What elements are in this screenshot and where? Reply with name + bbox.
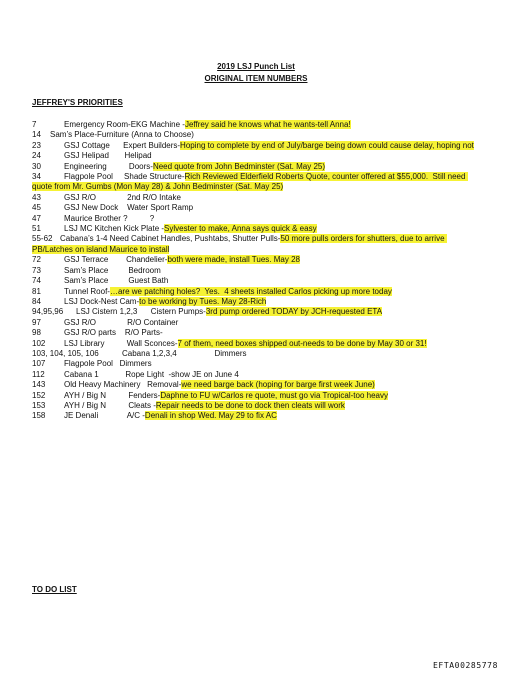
- item-text: AYH / Big N Fenders-: [64, 390, 161, 400]
- item-number: 84: [32, 296, 41, 306]
- item-text: Flagpole Pool Dimmers: [64, 359, 152, 369]
- section-heading-priorities: JEFFREY'S PRIORITIES: [32, 98, 123, 107]
- item-description: [32, 401, 484, 411]
- item-description: [32, 141, 484, 151]
- list-item: [32, 224, 484, 234]
- item-text: LSJ Library Wall Sconces-: [64, 338, 178, 348]
- item-description: [32, 380, 484, 390]
- item-description: [32, 318, 484, 328]
- item-description: [32, 391, 484, 401]
- item-description: [32, 349, 484, 359]
- list-item: [32, 276, 484, 286]
- item-description: [32, 193, 484, 203]
- item-text: Tunnel Roof-: [64, 286, 110, 296]
- item-number: 143: [32, 380, 46, 390]
- item-number: 102: [32, 338, 46, 348]
- highlighted-note: Denali in shop Wed. May 29 to fix AC: [144, 411, 277, 421]
- item-number: 74: [32, 276, 41, 286]
- document-subtitle: ORIGINAL ITEM NUMBERS: [204, 74, 308, 83]
- item-number: 98: [32, 328, 41, 338]
- item-text: Sam’s Place Bedroom: [64, 265, 161, 275]
- item-number: 107: [32, 359, 46, 369]
- item-text: LSJ Dock-Nest Cam-: [64, 296, 140, 306]
- item-text: LSJ MC Kitchen Kick Plate -: [64, 224, 165, 234]
- item-text: Cabana 1,2,3,4 Dimmers: [122, 348, 247, 358]
- item-number: 72: [32, 255, 41, 265]
- item-number: 34: [32, 172, 41, 182]
- item-number: 152: [32, 390, 46, 400]
- highlighted-note: Need quote from John Bedminster (Sat. May 25): [152, 161, 326, 171]
- item-number: 97: [32, 317, 41, 327]
- list-item: [32, 318, 484, 328]
- item-description: [32, 339, 484, 349]
- list-item: [32, 172, 484, 193]
- list-item: [32, 162, 484, 172]
- item-description: [32, 370, 484, 380]
- list-item: [32, 151, 484, 161]
- highlighted-note: Rich Reviewed Elderfield Roberts Quote, counter offered at $55,000. Still need quote from Mr. Gumbs (Mon May 28) & John Bedminster (Sat. May 25): [32, 172, 468, 192]
- item-number: 14: [32, 130, 41, 140]
- highlighted-note: Repair needs to be done to dock then cleats will work: [155, 400, 345, 410]
- item-number: 23: [32, 140, 41, 150]
- item-text: GSJ Terrace Chandelier-: [64, 255, 168, 265]
- item-number: 7: [32, 120, 37, 129]
- item-description: [32, 172, 484, 193]
- item-text: Flagpole Pool Shade Structure-: [64, 172, 185, 182]
- highlighted-note: Hoping to complete by end of July/barge being down could cause delay, hoping not: [180, 140, 474, 150]
- item-description: [32, 151, 484, 161]
- list-item: [32, 214, 484, 224]
- item-description: [32, 287, 484, 297]
- item-number: 24: [32, 151, 41, 161]
- item-number: 81: [32, 286, 41, 296]
- item-description: [32, 276, 484, 286]
- list-item: [32, 307, 484, 317]
- item-description: [32, 214, 484, 224]
- highlighted-note: Daphne to FU w/Carlos re quote, must go via Tropical-too heavy: [160, 390, 388, 400]
- highlighted-note: both were made, install Tues. May 28: [167, 255, 300, 265]
- item-description: [32, 255, 484, 265]
- item-description: [32, 307, 484, 317]
- item-number: 73: [32, 265, 41, 275]
- item-text: Emergency Room-EKG Machine -: [64, 120, 185, 129]
- item-text: GSJ Helipad Helipad: [64, 151, 152, 161]
- item-description: [32, 234, 484, 255]
- item-description: [32, 120, 484, 130]
- item-text: Engineering Doors-: [64, 161, 153, 171]
- list-item: [32, 203, 484, 213]
- item-number: 47: [32, 213, 41, 223]
- item-description: [32, 297, 484, 307]
- item-description: [32, 224, 484, 234]
- list-item: [32, 349, 484, 359]
- item-text: AYH / Big N Cleats -: [64, 400, 156, 410]
- highlighted-note: 50 more pulls orders for shutters, due to arrive PB/Latches on island Maurice to install: [32, 234, 447, 254]
- item-number: 103, 104, 105, 106: [32, 348, 99, 358]
- item-description: [32, 203, 484, 213]
- list-item: [32, 370, 484, 380]
- list-item: [32, 401, 484, 411]
- item-text: GSJ R/O 2nd R/O Intake: [64, 192, 181, 202]
- item-number: 112: [32, 369, 45, 379]
- highlighted-note: 3rd pump ordered TODAY by JCH-requested ETA: [205, 307, 383, 317]
- item-number: 45: [32, 203, 41, 213]
- item-number: 94,95,96: [32, 307, 64, 317]
- item-description: [32, 328, 484, 338]
- list-item: [32, 328, 484, 338]
- item-number: 51: [32, 224, 41, 234]
- priorities-list: [32, 120, 484, 422]
- highlighted-note: 7 of them, need boxes shipped out-needs to be done by May 30 or 31!: [177, 338, 427, 348]
- item-text: GSJ Cottage Expert Builders-: [64, 140, 181, 150]
- list-item: [32, 287, 484, 297]
- item-description: [32, 266, 484, 276]
- highlighted-note: we need barge back (hoping for barge first week June): [181, 380, 375, 390]
- highlighted-note: to be working by Tues. May 28-Rich: [139, 296, 267, 306]
- item-text: Sam’s Place Guest Bath: [64, 276, 169, 286]
- item-text: Cabana’s 1-4 Need Cabinet Handles, Pushtabs, Shutter Pulls-: [60, 234, 281, 244]
- item-number: 55-62: [32, 234, 53, 244]
- item-text: GSJ New Dock Water Sport Ramp: [64, 203, 194, 213]
- item-number: 153: [32, 400, 46, 410]
- list-item: [32, 130, 484, 140]
- list-item: [32, 234, 484, 255]
- list-item: [32, 193, 484, 203]
- list-item: [32, 141, 484, 151]
- item-description: [32, 162, 484, 172]
- item-text: LSJ Cistern 1,2,3 Cistern Pumps-: [76, 307, 206, 317]
- list-item: [32, 380, 484, 390]
- highlighted-note: …are we patching holes? Yes. 4 sheets installed Carlos picking up more today: [109, 286, 392, 296]
- list-item: [32, 391, 484, 401]
- item-text: JE Denali A/C -: [64, 411, 145, 421]
- item-description: [32, 359, 484, 369]
- list-item: [32, 411, 484, 421]
- list-item: [32, 120, 484, 130]
- list-item: [32, 266, 484, 276]
- item-description: [32, 130, 484, 140]
- item-number: 158: [32, 411, 46, 421]
- highlighted-note: Jeffrey said he knows what he wants-tell Anna!: [184, 120, 351, 129]
- list-item: [32, 255, 484, 265]
- item-number: 30: [32, 161, 41, 171]
- item-number: 43: [32, 192, 41, 202]
- item-text: GSJ R/O parts R/O Parts-: [64, 328, 163, 338]
- document-footer-id: EFTA00285778: [433, 661, 498, 670]
- document-title: 2019 LSJ Punch List: [217, 62, 295, 71]
- item-text: Old Heavy Machinery Removal-: [64, 380, 182, 390]
- item-text: Sam’s Place-Furniture (Anna to Choose): [50, 130, 194, 140]
- section-heading-todo: TO DO LIST: [32, 585, 77, 594]
- highlighted-note: Sylvester to make, Anna says quick & easy: [164, 224, 317, 234]
- list-item: [32, 359, 484, 369]
- list-item: [32, 297, 484, 307]
- item-text: GSJ R/O R/O Container: [64, 317, 179, 327]
- item-text: Maurice Brother ? ?: [64, 213, 155, 223]
- item-text: Cabana 1 Rope Light -show JE on June 4: [64, 369, 239, 379]
- item-description: [32, 411, 484, 421]
- list-item: [32, 339, 484, 349]
